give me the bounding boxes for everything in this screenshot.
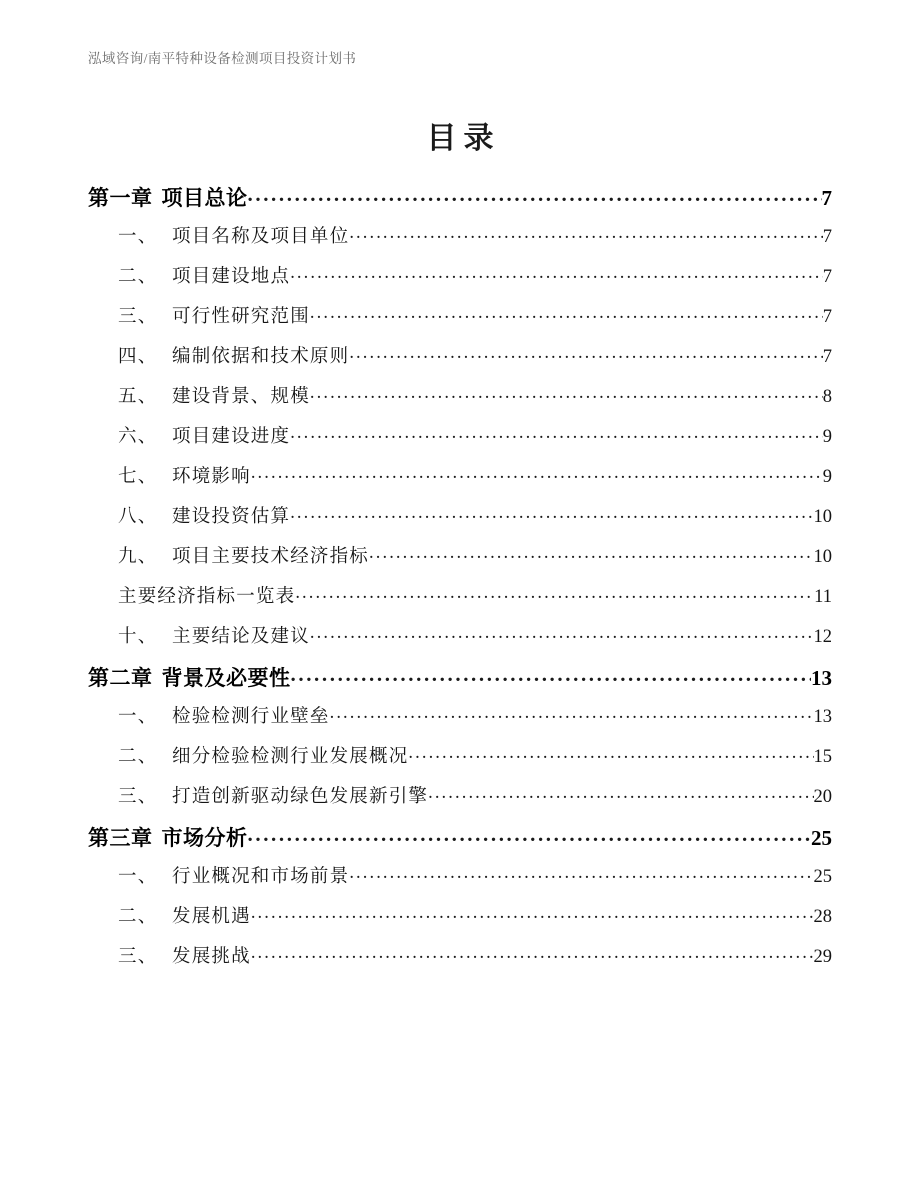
toc-dot-leader	[248, 824, 812, 845]
toc-page-number: 7	[822, 267, 832, 287]
toc-page-number: 7	[822, 307, 832, 327]
toc-entry-number: 三、	[118, 947, 158, 967]
page-title: 目录	[426, 122, 501, 155]
toc-entry-number: 八、	[118, 507, 158, 527]
toc-page-number: 29	[813, 947, 832, 967]
toc-entry-row[interactable]	[88, 222, 832, 262]
toc-entry-label: 打造创新驱动绿色发展新引擎	[172, 787, 429, 807]
toc-entry-number: 六、	[118, 427, 158, 447]
toc-entry-label: 市场分析	[161, 826, 248, 850]
toc-entry-number: 一、	[118, 867, 158, 887]
toc-page-number: 25	[811, 826, 832, 850]
toc-entry-row[interactable]	[88, 462, 832, 502]
toc-entry-number: 第一章	[88, 186, 153, 210]
toc-entry-number: 十、	[118, 627, 158, 647]
toc-entry-row[interactable]	[88, 502, 832, 542]
toc-entry-label: 行业概况和市场前景	[172, 867, 350, 887]
toc-entry-label: 编制依据和技术原则	[172, 347, 350, 367]
toc-dot-leader	[349, 224, 822, 243]
toc-dot-leader	[310, 304, 823, 323]
toc-entry-label: 主要结论及建议	[172, 627, 310, 647]
toc-entry-number: 二、	[118, 907, 158, 927]
toc-page-number: 10	[813, 507, 832, 527]
toc-dot-leader	[291, 664, 812, 685]
toc-entry-row[interactable]	[88, 342, 832, 382]
toc-entry-row[interactable]	[88, 422, 832, 462]
toc-entry-number: 二、	[118, 267, 158, 287]
toc-entry-label: 项目主要技术经济指标	[172, 547, 370, 567]
toc-dot-leader	[310, 384, 823, 403]
toc-entry-row[interactable]	[88, 742, 832, 782]
toc-page-number: 10	[813, 547, 832, 567]
toc-page-number: 7	[822, 227, 832, 247]
toc-chapter-row[interactable]	[88, 662, 832, 702]
toc-entry-number: 一、	[118, 707, 158, 727]
toc-entry-number: 第二章	[88, 666, 153, 690]
toc-dot-leader	[330, 704, 814, 723]
toc-dot-leader	[251, 944, 814, 963]
toc-entry-number: 三、	[118, 787, 158, 807]
toc-entry-number: 五、	[118, 387, 158, 407]
toc-dot-leader	[251, 904, 814, 923]
toc-dot-leader	[248, 184, 822, 205]
toc-page-number: 28	[813, 907, 832, 927]
toc-dot-leader	[369, 544, 813, 563]
toc-entry-number: 九、	[118, 547, 158, 567]
toc-dot-leader	[408, 744, 813, 763]
toc-entry-label: 环境影响	[172, 467, 251, 487]
toc-page-number: 9	[822, 467, 832, 487]
toc-dot-leader	[251, 464, 823, 483]
toc-entry-row[interactable]	[88, 942, 832, 982]
toc-entry-label: 建设背景、规模	[172, 387, 310, 407]
toc-dot-leader	[310, 624, 814, 643]
toc-page-number: 15	[813, 747, 832, 767]
toc-dot-leader	[295, 584, 814, 603]
toc-entry-label: 发展机遇	[172, 907, 251, 927]
toc-entry-number: 三、	[118, 307, 158, 327]
toc-entry-row[interactable]	[88, 582, 832, 622]
toc-entry-row[interactable]	[88, 542, 832, 582]
toc-entry-row[interactable]	[88, 302, 832, 342]
toc-page-number: 13	[813, 707, 832, 727]
toc-entry-row[interactable]	[88, 262, 832, 302]
toc-page-number: 12	[813, 627, 832, 647]
toc-dot-leader	[290, 264, 823, 283]
toc-entry-row[interactable]	[88, 782, 832, 822]
toc-entry-label: 检验检测行业壁垒	[172, 707, 330, 727]
toc-dot-leader	[349, 864, 813, 883]
toc-entry-number: 第三章	[88, 826, 153, 850]
toc-entry-label: 细分检验检测行业发展概况	[172, 747, 409, 767]
toc-entry-label: 发展挑战	[172, 947, 251, 967]
toc-entry-label: 项目建设地点	[172, 267, 291, 287]
toc-chapter-row[interactable]	[88, 182, 832, 222]
toc-entry-label: 建设投资估算	[172, 507, 291, 527]
toc-entry-row[interactable]	[88, 382, 832, 422]
toc-entry-number: 四、	[118, 347, 158, 367]
toc-page-number: 25	[813, 867, 832, 887]
toc-page-number: 11	[814, 587, 832, 607]
toc-entry-number: 一、	[118, 227, 158, 247]
toc-page-number: 13	[811, 666, 832, 690]
toc-page-number: 9	[822, 427, 832, 447]
toc-entry-label: 项目总论	[161, 186, 248, 210]
toc-entry-label: 主要经济指标一览表	[118, 587, 296, 607]
toc-dot-leader	[428, 784, 813, 803]
toc-page-number: 8	[822, 387, 832, 407]
toc-entry-number: 二、	[118, 747, 158, 767]
toc-chapter-row[interactable]	[88, 822, 832, 862]
toc-dot-leader	[290, 424, 823, 443]
toc-page-number: 7	[821, 186, 832, 210]
toc-entry-label: 可行性研究范围	[172, 307, 310, 327]
table-of-contents	[88, 182, 832, 982]
toc-dot-leader	[349, 344, 822, 363]
toc-entry-row[interactable]	[88, 862, 832, 902]
toc-entry-row[interactable]	[88, 622, 832, 662]
toc-page-number: 20	[813, 787, 832, 807]
toc-entry-row[interactable]	[88, 702, 832, 742]
toc-entry-label: 背景及必要性	[161, 666, 291, 690]
toc-entry-number: 七、	[118, 467, 158, 487]
toc-entry-label: 项目名称及项目单位	[172, 227, 350, 247]
toc-page-number: 7	[822, 347, 832, 367]
running-header: 泓域咨询/南平特种设备检测项目投资计划书	[88, 51, 357, 66]
toc-dot-leader	[290, 504, 813, 523]
toc-entry-label: 项目建设进度	[172, 427, 291, 447]
toc-entry-row[interactable]	[88, 902, 832, 942]
